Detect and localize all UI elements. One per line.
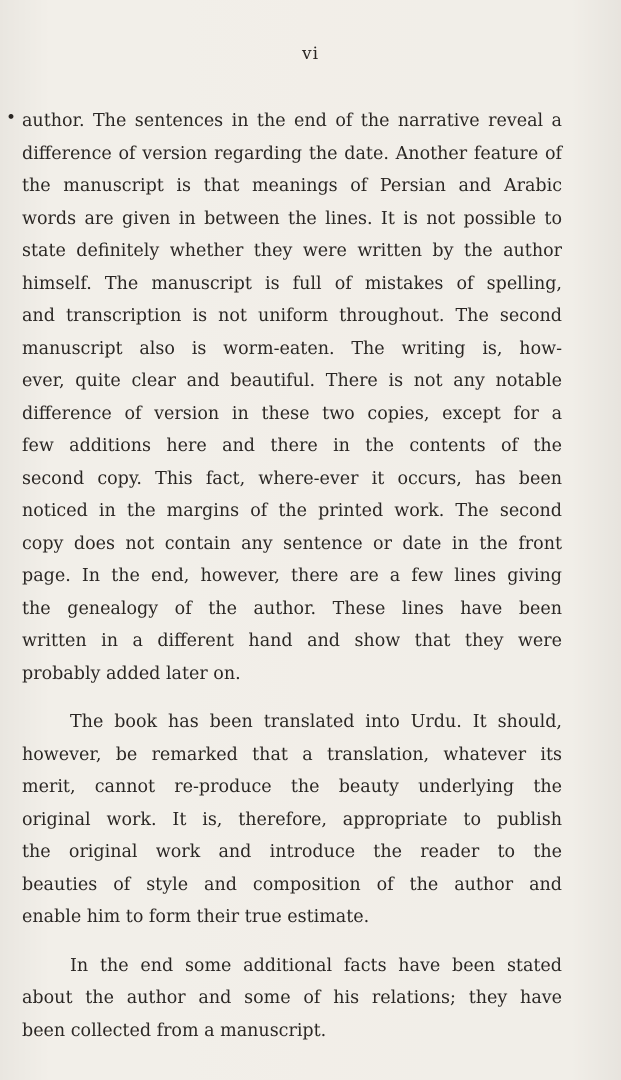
text-line: written in a different hand and show that they were: [22, 631, 562, 651]
text-line: original work. It is, therefore, appropriate to publish: [22, 809, 562, 830]
text-line: merit, cannot re-produce the beauty underlying the: [22, 777, 562, 797]
text-line: however, be remarked that a translation, whatever its: [22, 744, 562, 765]
text-line: manuscript also is worm-eaten. The writing is, how-: [22, 338, 562, 359]
text-line: probably added later on.: [22, 663, 241, 684]
text-line: about the author and some of his relations; they have: [22, 988, 562, 1008]
body-text: [22, 105, 562, 1047]
text-line: the manuscript is that meanings of Persian and Arabic: [22, 176, 562, 196]
text-line: difference of version regarding the date. Another feature of: [22, 143, 562, 164]
text-line: the genealogy of the author. These lines have been: [22, 598, 562, 619]
page-number: vi: [301, 44, 320, 64]
text-line: author. The sentences in the end of the narrative reveal a: [22, 111, 562, 131]
paragraph-2: [22, 706, 562, 934]
text-line: The book has been translated into Urdu. It should,: [70, 712, 562, 732]
text-line: himself. The manuscript is full of mistakes of spelling,: [22, 273, 562, 294]
text-line: second copy. This fact, where-ever it occurs, has been: [22, 468, 562, 489]
paragraph-3: [22, 950, 562, 1048]
text-line: ever, quite clear and beautiful. There is not any notable: [22, 371, 562, 391]
text-line: copy does not contain any sentence or date in the front: [22, 533, 562, 554]
paragraph-gap: [22, 690, 562, 706]
text-line: enable him to form their true estimate.: [22, 907, 370, 927]
text-line: the original work and introduce the reader to the: [22, 842, 562, 862]
text-line: state definitely whether they were written by the author: [22, 241, 562, 261]
text-line: words are given in between the lines. It is not possible to: [22, 208, 562, 229]
text-line: In the end some additional facts have been stated: [70, 955, 562, 976]
text-line: and transcription is not uniform throughout. The second: [22, 306, 562, 326]
text-line: difference of version in these two copies, except for a: [22, 403, 562, 424]
paragraph-gap: [22, 934, 562, 950]
text-line: been collected from a manuscript.: [22, 1020, 327, 1041]
paragraph-1: [22, 105, 562, 690]
text-line: noticed in the margins of the printed work. The second: [22, 501, 562, 521]
text-line: few additions here and there in the contents of the: [22, 436, 562, 456]
text-line: beauties of style and composition of the author and: [22, 874, 562, 895]
margin-mark: •: [6, 108, 17, 128]
text-line: page. In the end, however, there are a few lines giving: [22, 566, 562, 586]
